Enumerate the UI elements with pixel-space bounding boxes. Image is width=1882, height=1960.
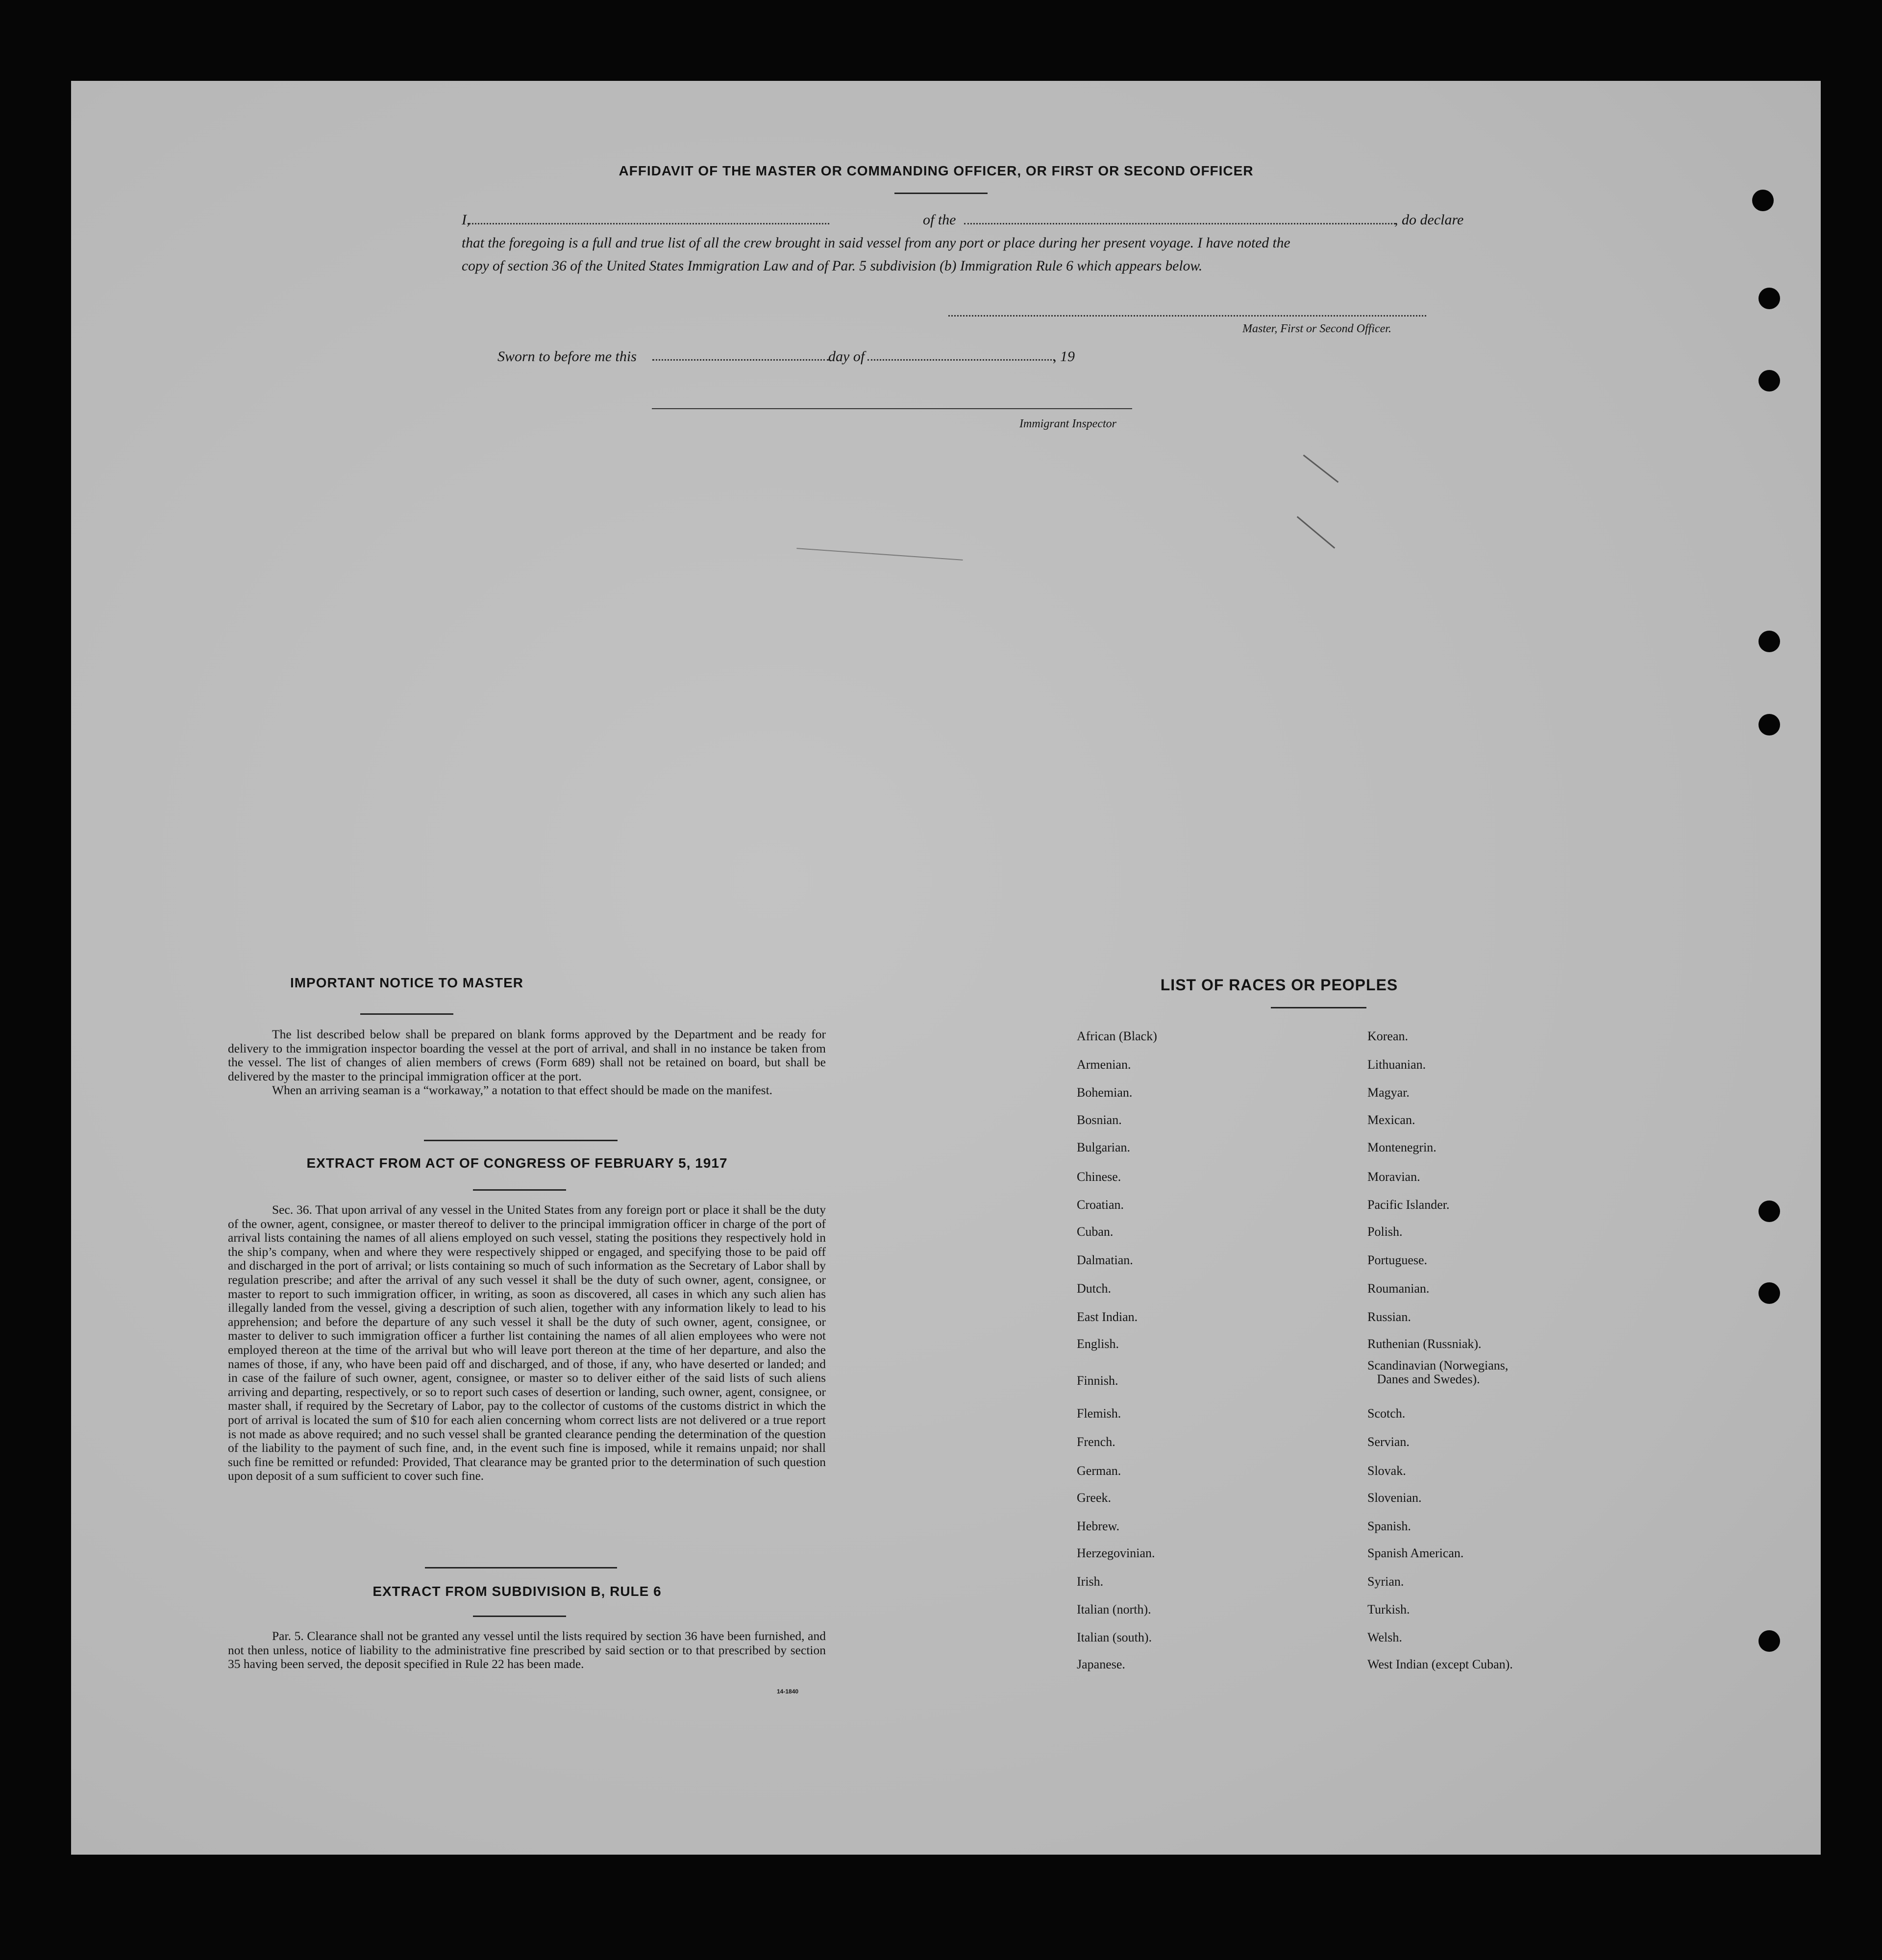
race-item: Spanish. bbox=[1367, 1519, 1411, 1533]
sworn-day-blank[interactable] bbox=[652, 359, 829, 361]
master-signature-label: Master, First or Second Officer. bbox=[1242, 322, 1391, 335]
section-divider-2 bbox=[425, 1567, 617, 1568]
race-item: French. bbox=[1077, 1435, 1115, 1449]
vessel-blank[interactable] bbox=[964, 223, 1395, 224]
binder-hole bbox=[1758, 714, 1780, 735]
section-divider-1 bbox=[424, 1140, 618, 1141]
race-item: Chinese. bbox=[1077, 1170, 1121, 1184]
race-item: English. bbox=[1077, 1337, 1119, 1351]
affidavit-of-the: of the bbox=[923, 212, 956, 228]
rule-text bbox=[228, 1629, 826, 1671]
name-blank[interactable] bbox=[469, 223, 829, 224]
binder-hole bbox=[1752, 190, 1774, 211]
race-item: Welsh. bbox=[1367, 1630, 1402, 1644]
rule-paragraph-5: Par. 5. Clearance shall not be granted any vessel until the lists required by section 36 have been furnished, and not then unless, notice of liability to the administrative fine prescribed by said section or to that prescribed by section 35 having been served, the deposit specified in Rule 22 has been made. bbox=[228, 1629, 826, 1671]
affidavit-title-rule bbox=[894, 193, 988, 194]
race-item: African (Black) bbox=[1077, 1029, 1157, 1043]
day-of-label: day of bbox=[828, 348, 865, 365]
act-section-36: Sec. 36. That upon arrival of any vessel in the United States from any foreign port or place it shall be the duty of the owner, agent, consignee, or master thereof to deliver to the principal immigration officer in charge of the port of arrival lists containing the names of all aliens employed on such vessel, stating the positions they respectively hold in the ship’s company, when and where they were respectively shipped or engaged, and specifying those to be paid off and discharged in the port of arrival; or lists containing so much of such information as the Secretary of Labor shall by regulation prescribe; and after the arrival of any such vessel it shall be the duty of such owner, agent, consignee, or master to report to such immigration officer, in writing, as soon as discovered, all cases in which any such alien has illegally landed from the vessel, giving a description of such alien, together with any information likely to lead to his apprehension; and before the departure of any such vessel it shall be the duty of such owner, agent, consignee, or master to deliver to such immigration officer a further list containing the names of all alien employees who were not employed thereon at the time of the arrival but who will leave port thereon at the time of her departure, and also the names of those, if any, who have been paid off and discharged, and of those, if any, who have deserted or landed; and in case of the failure of such owner, agent, consignee, or master so to deliver either of the said lists of such aliens arriving and departing, respectively, or so to report such cases of desertion or landing, such owner, agent, consignee, or master shall, if required by the Secretary of Labor, pay to the collector of customs of the customs district in which the port of arrival is located the sum of $10 for each alien concerning whom correct lists are not delivered or a true report is not made as above required; and no such vessel shall be granted clearance pending the determination of the question of the liability to the payment of such fine, and, in the event such fine is imposed, while it remains unpaid; nor shall such fine be remitted or refunded: Provided, That clearance may be granted prior to the determination of such question upon deposit of a sum sufficient to cover such fine. bbox=[228, 1202, 826, 1483]
race-item: Italian (south). bbox=[1077, 1630, 1152, 1644]
race-item: Servian. bbox=[1367, 1435, 1410, 1449]
race-item: Moravian. bbox=[1367, 1170, 1420, 1184]
scan-mark bbox=[1297, 516, 1336, 549]
affidavit-line-2: that the foregoing is a full and true list of all the crew brought in said vessel from any port or place during her present voyage. I have noted the bbox=[462, 235, 1290, 251]
race-item: Syrian. bbox=[1367, 1574, 1404, 1589]
race-item: Mexican. bbox=[1367, 1113, 1415, 1127]
notice-text bbox=[228, 1028, 826, 1098]
act-title-rule bbox=[473, 1189, 566, 1191]
binder-hole bbox=[1758, 1200, 1780, 1222]
form-number: 14-1840 bbox=[777, 1688, 799, 1695]
inspector-label: Immigrant Inspector bbox=[1019, 417, 1116, 430]
act-text bbox=[228, 1203, 826, 1483]
race-item: Hebrew. bbox=[1077, 1519, 1120, 1533]
notice-paragraph-2: When an arriving seaman is a “workaway,” a notation to that effect should be made on the manifest. bbox=[272, 1083, 773, 1098]
affidavit-line-3: copy of section 36 of the United States Immigration Law and of Par. 5 subdivision (b) Immigration Rule 6 which appears below. bbox=[462, 258, 1203, 274]
act-title: EXTRACT FROM ACT OF CONGRESS OF FEBRUARY 5, 1917 bbox=[306, 1155, 728, 1171]
binder-hole bbox=[1758, 1282, 1780, 1304]
race-item: Lithuanian. bbox=[1367, 1057, 1426, 1072]
race-item: Korean. bbox=[1367, 1029, 1409, 1043]
race-item: Bulgarian. bbox=[1077, 1140, 1131, 1154]
master-signature-blank[interactable] bbox=[948, 315, 1426, 317]
race-item: Pacific Islander. bbox=[1367, 1198, 1450, 1212]
sworn-label: Sworn to before me this bbox=[497, 348, 637, 365]
year-label: , 19 bbox=[1053, 348, 1075, 365]
race-item: Dalmatian. bbox=[1077, 1253, 1133, 1267]
race-item: Portuguese. bbox=[1367, 1253, 1428, 1267]
race-item: Japanese. bbox=[1077, 1657, 1125, 1671]
races-title: LIST OF RACES OR PEOPLES bbox=[1160, 976, 1398, 994]
race-item: Montenegrin. bbox=[1367, 1140, 1436, 1154]
notice-title-rule bbox=[360, 1013, 453, 1015]
races-title-rule bbox=[1271, 1007, 1366, 1008]
rule-title: EXTRACT FROM SUBDIVISION B, RULE 6 bbox=[372, 1584, 662, 1599]
race-item: Bosnian. bbox=[1077, 1113, 1122, 1127]
race-item: Roumanian. bbox=[1367, 1281, 1430, 1296]
race-item: Turkish. bbox=[1367, 1602, 1410, 1617]
binder-hole bbox=[1758, 1630, 1780, 1652]
race-item: Polish. bbox=[1367, 1225, 1403, 1239]
race-item: Finnish. bbox=[1077, 1373, 1118, 1388]
race-item: Greek. bbox=[1077, 1491, 1112, 1505]
race-item: Irish. bbox=[1077, 1574, 1104, 1589]
race-item: East Indian. bbox=[1077, 1310, 1138, 1324]
race-item: Russian. bbox=[1367, 1310, 1411, 1324]
race-item: Dutch. bbox=[1077, 1281, 1112, 1296]
sworn-month-blank[interactable] bbox=[867, 359, 1055, 361]
notice-title: IMPORTANT NOTICE TO MASTER bbox=[290, 975, 524, 990]
rule-title-rule bbox=[473, 1616, 566, 1617]
race-item: Spanish American. bbox=[1367, 1546, 1464, 1560]
race-item: Slovak. bbox=[1367, 1464, 1406, 1478]
race-item: Croatian. bbox=[1077, 1198, 1124, 1212]
scan-mark bbox=[796, 548, 963, 561]
race-item: Italian (north). bbox=[1077, 1602, 1151, 1617]
binder-hole bbox=[1758, 288, 1780, 309]
race-item: Ruthenian (Russniak). bbox=[1367, 1337, 1482, 1351]
affidavit-i: I, bbox=[462, 212, 470, 228]
document-page bbox=[71, 81, 1821, 1855]
scan-mark bbox=[1303, 455, 1339, 483]
race-item: Herzegovinian. bbox=[1077, 1546, 1155, 1560]
race-item: Bohemian. bbox=[1077, 1085, 1133, 1100]
affidavit-declare: , do declare bbox=[1394, 212, 1464, 228]
race-item: West Indian (except Cuban). bbox=[1367, 1657, 1513, 1671]
race-item: Scotch. bbox=[1367, 1406, 1406, 1421]
binder-hole bbox=[1758, 370, 1780, 392]
race-item: Flemish. bbox=[1077, 1406, 1121, 1421]
race-item: Armenian. bbox=[1077, 1057, 1131, 1072]
binder-hole bbox=[1758, 631, 1780, 652]
notice-paragraph-1: The list described below shall be prepared on blank forms approved by the Department and be ready for delivery to the immigration inspector boarding the vessel at the port of arrival, and shall in no instance be taken from the vessel. The list of changes of alien members of crews (Form 689) shall not be retained on board, but shall be delivered by the master to the principal immigration officer at the port. bbox=[228, 1027, 826, 1083]
race-item: Slovenian. bbox=[1367, 1491, 1422, 1505]
race-item: German. bbox=[1077, 1464, 1121, 1478]
race-item: Magyar. bbox=[1367, 1085, 1410, 1100]
affidavit-title: AFFIDAVIT OF THE MASTER OR COMMANDING OFFICER, OR FIRST OR SECOND OFFICER bbox=[619, 163, 1254, 178]
inspector-signature-blank[interactable] bbox=[652, 408, 1132, 409]
race-item: Cuban. bbox=[1077, 1225, 1114, 1239]
race-item: Scandinavian (Norwegians, Danes and Swedes). bbox=[1367, 1358, 1509, 1386]
